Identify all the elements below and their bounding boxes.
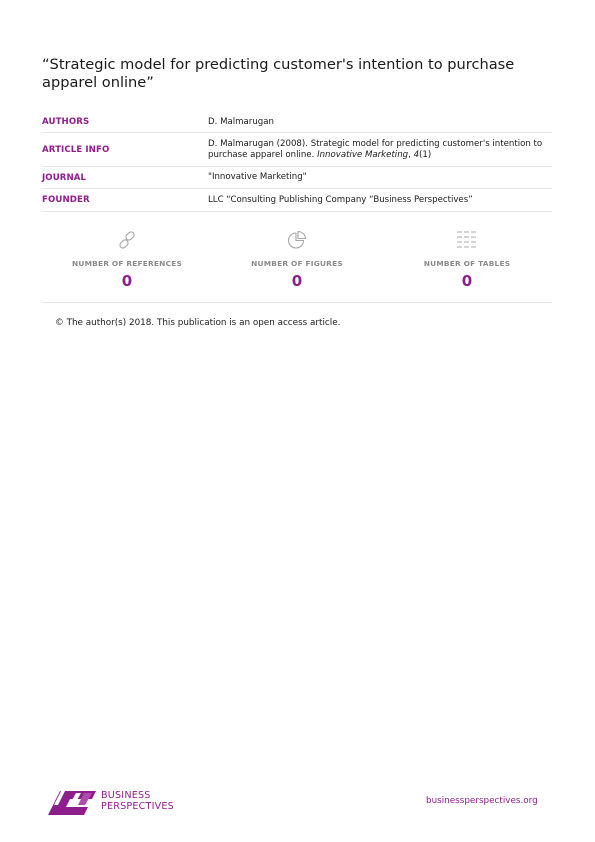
pie-chart-icon	[212, 228, 382, 252]
tables-stat	[382, 228, 552, 290]
authors-label: AUTHORS	[42, 117, 90, 127]
journal-row	[42, 167, 552, 189]
license-notice: © The author(s) 2018. This publication is an open access article.	[55, 318, 341, 328]
founder-label: FOUNDER	[42, 195, 90, 205]
logo-mark-icon	[48, 787, 96, 815]
logo-line-1: BUSINESS	[101, 790, 151, 801]
figures-count: 0	[291, 272, 303, 290]
tables-label: NUMBER OF TABLES	[423, 259, 511, 268]
article-info-label: ARTICLE INFO	[42, 144, 110, 155]
article-info-value	[208, 139, 552, 161]
authors-value: D. Malmarugan	[208, 116, 274, 127]
tables-count: 0	[461, 272, 473, 290]
logo-wordmark	[101, 790, 174, 812]
citation-text: D. Malmarugan (2008). Strategic model for predicting customer's intention to purchase apparel online.	[208, 138, 543, 160]
citation-volume: 4	[413, 149, 420, 160]
citation-journal: Innovative Marketing	[317, 149, 409, 160]
article-title: “Strategic model for predicting customer's intention to purchase apparel online”	[42, 56, 515, 91]
website-link[interactable]: businessperspectives.org	[426, 796, 538, 806]
article-info-table	[42, 112, 552, 212]
journal-label: JOURNAL	[42, 172, 87, 183]
journal-value: "Innovative Marketing"	[208, 172, 307, 182]
figures-stat	[212, 228, 382, 290]
founder-value: LLC “Consulting Publishing Company “Business Perspectives”	[208, 194, 473, 205]
references-label: NUMBER OF REFERENCES	[72, 259, 182, 268]
citation-separator: ,	[408, 149, 414, 160]
chain-link-icon	[42, 228, 212, 252]
figures-label: NUMBER OF FIGURES	[251, 259, 343, 268]
logo-line-2: PERSPECTIVES	[101, 801, 174, 812]
business-perspectives-logo[interactable]	[48, 787, 174, 815]
founder-row	[42, 189, 552, 212]
authors-row	[42, 112, 552, 133]
citation-issue: (1)	[419, 149, 432, 160]
table-grid-icon	[382, 228, 552, 252]
article-info-row	[42, 133, 552, 167]
references-stat	[42, 228, 212, 290]
statistics-panel	[42, 228, 552, 303]
references-count: 0	[121, 272, 133, 290]
